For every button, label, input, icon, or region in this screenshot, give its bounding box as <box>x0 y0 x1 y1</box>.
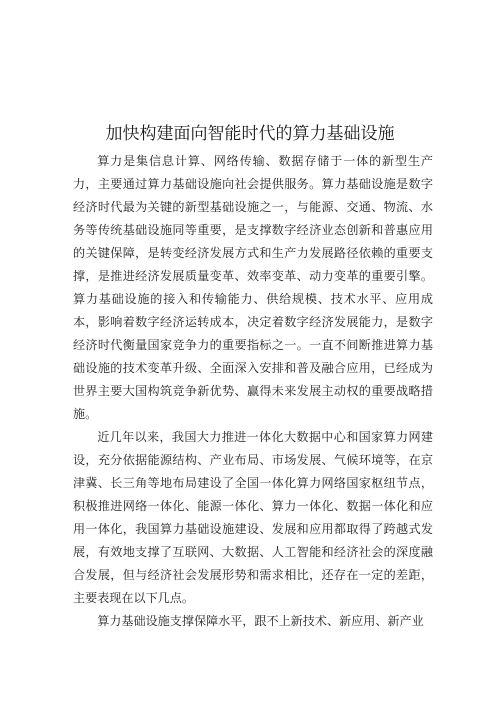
document-title: 加快构建面向智能时代的算力基础设施 <box>105 124 395 144</box>
document-body <box>73 150 433 633</box>
paragraph-3: 算力基础设施支撑保障水平，跟不上新技术、新应用、新产业 <box>97 614 424 628</box>
paragraph-1: 算力是集信息计算、网络传输、数据存储于一体的新型生产力，主要通过算力基础设施向社会提供服务。算力基础设施是数字经济时代最为关键的新型基础设施之一，与能源、交通、物流、水务等传统基础设施同等重要，是支撑数字经济业态创新和普惠应用的关键保障，是转变经济发展方式和生产力发展路径依赖的重要支撑，是推进经济发展质量变革、效率变革、动力变革的重要引擎。算力基础设施的接入和传输能力、供给规模、技术水平、应用成本，影响着数字经济运转成本，决定着数字经济发展能力，是数字经济时代衡量国家竞争力的重要指标之一。一直不间断推进算力基础设施的技术变革升级、全面深入安排和普及融合应用，已经成为世界主要大国构筑竞争新优势、赢得未来发展主动权的重要战略措施。 <box>73 154 433 421</box>
paragraph-2: 近几年以来，我国大力推进一体化大数据中心和国家算力网建设，充分依据能源结构、产业布局、市场发展、气候环境等，在京津冀、长三角等地布局建设了全国一体化算力网络国家枢纽节点，积极推进网络一体化、能源一体化、算力一体化、数据一体化和应用一体化，我国算力基础设施建设、发展和应用都取得了跨越式发展，有效地支撑了互联网、大数据、人工智能和经济社会的深度融合发展，但与经济社会发展形势和需求相比，还存在一定的差距，主要表现在以下几点。 <box>73 430 433 605</box>
